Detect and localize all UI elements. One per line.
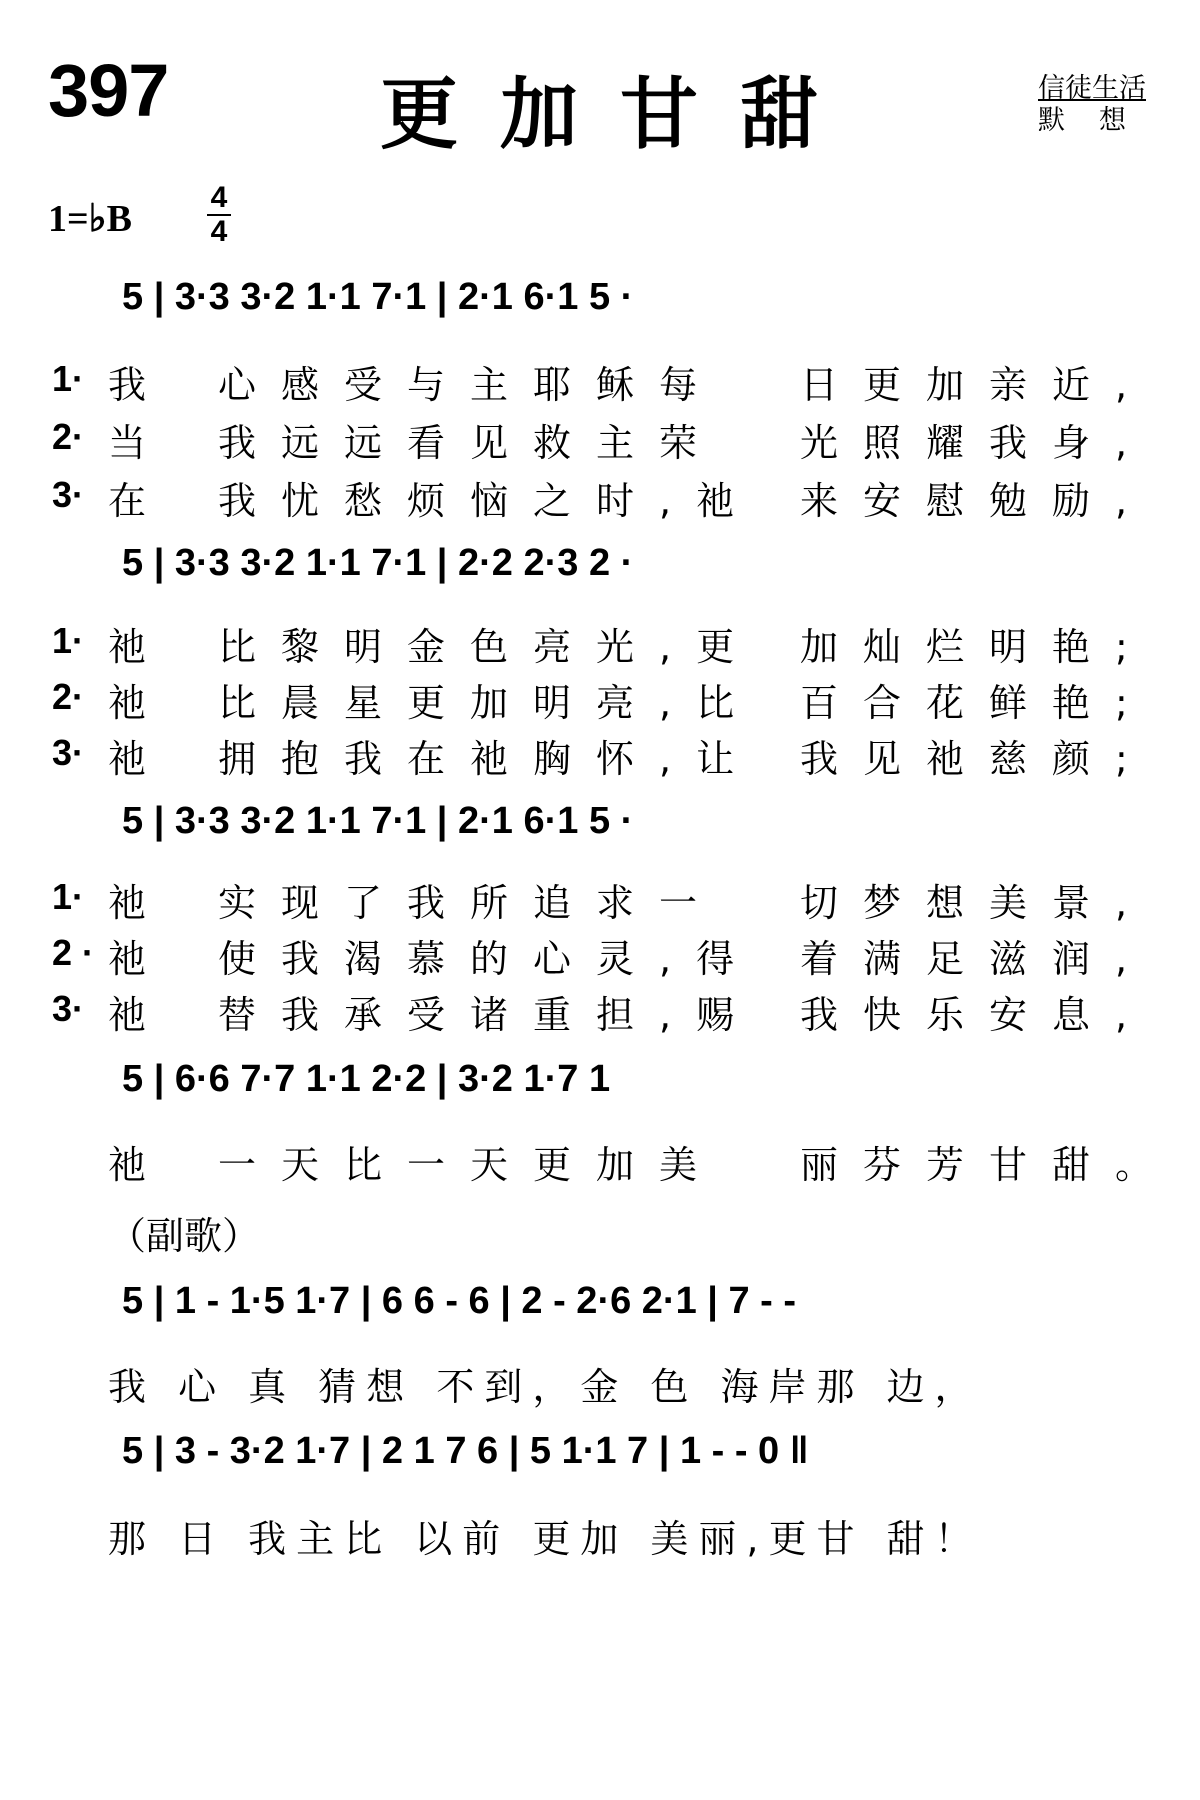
system-1-notes: 5 | 3·3 3·2 1·1 7·1 | 2·1 6·1 5 · bbox=[122, 276, 634, 318]
lyric-end: 切梦想美景, bbox=[800, 881, 1153, 925]
verse-number: 1· bbox=[52, 358, 85, 399]
verse-number: 2· bbox=[52, 676, 85, 717]
lyric-end: 日更加亲近, bbox=[800, 363, 1153, 407]
verse-number: 1· bbox=[52, 620, 85, 661]
chorus-line-2-lyrics: 那 日 我主比 以前 更加 美丽,更甘 甜！ bbox=[108, 1517, 983, 1561]
system-4-notes: 5 | 6·6 7·7 1·1 2·2 | 3·2 1·7 1 bbox=[122, 1058, 611, 1100]
lyric-first: 祂 bbox=[108, 737, 172, 781]
key-signature: 1=♭B bbox=[48, 198, 132, 240]
lyric-end: 加灿烂明艳; bbox=[800, 625, 1153, 669]
lyric-end: 着满足滋润, bbox=[800, 937, 1153, 981]
lyric-line: 使我渴慕的心灵,得 bbox=[218, 937, 760, 981]
verse-number: 3· bbox=[52, 732, 85, 773]
lyric-end: 来安慰勉励, bbox=[800, 479, 1153, 523]
lyric-line: 实现了我所追求一 bbox=[218, 881, 723, 925]
chorus-label: （副歌） bbox=[108, 1214, 261, 1258]
lyric-end: 我见祂慈颜; bbox=[800, 737, 1153, 781]
lyric-line: 拥抱我在祂胸怀,让 bbox=[218, 737, 760, 781]
lyric-line: 比晨星更加明亮,比 bbox=[218, 681, 760, 725]
time-signature-top: 4 bbox=[210, 181, 228, 214]
lyric-first: 祂 bbox=[108, 1143, 172, 1187]
verse-number: 3· bbox=[52, 474, 85, 515]
chorus-line-1-notes: 5 | 1 - 1·5 1·7 | 6 6 - 6 | 2 - 2·6 2·1 | 7 - - bbox=[122, 1280, 797, 1322]
lyric-line: 替我承受诸重担,赐 bbox=[218, 993, 760, 1037]
lyric-first: 祂 bbox=[108, 681, 172, 725]
time-signature bbox=[207, 181, 231, 248]
lyric-first: 祂 bbox=[108, 625, 172, 669]
source-line-1: 信徒生活 bbox=[1038, 73, 1146, 104]
time-signature-bottom: 4 bbox=[210, 215, 228, 248]
verse-number: 3· bbox=[52, 988, 85, 1029]
lyric-first: 我 bbox=[108, 363, 172, 407]
lyric-line: 比黎明金色亮光,更 bbox=[218, 625, 760, 669]
verse-number: 2 · bbox=[52, 932, 95, 973]
source-line-2: 默想 bbox=[1038, 105, 1160, 136]
lyric-first: 当 bbox=[108, 421, 172, 465]
verse-number: 1· bbox=[52, 876, 85, 917]
lyric-end: 我快乐安息, bbox=[800, 993, 1153, 1037]
lyric-line: 我远远看见救主荣 bbox=[218, 421, 723, 465]
lyric-first: 祂 bbox=[108, 937, 172, 981]
lyric-end: 光照耀我身, bbox=[800, 421, 1153, 465]
system-3-notes: 5 | 3·3 3·2 1·1 7·1 | 2·1 6·1 5 · bbox=[122, 800, 634, 842]
verse-number: 2· bbox=[52, 416, 85, 457]
lyric-first: 在 bbox=[108, 479, 172, 523]
lyric-end: 丽芬芳甘甜。 bbox=[800, 1143, 1179, 1187]
lyric-line: 一天比一天更加美 bbox=[218, 1143, 723, 1187]
lyric-line: 心感受与主耶稣每 bbox=[218, 363, 723, 407]
system-2-notes: 5 | 3·3 3·2 1·1 7·1 | 2·2 2·3 2 · bbox=[122, 542, 634, 584]
lyric-end: 百合花鲜艳; bbox=[800, 681, 1153, 725]
lyric-first: 祂 bbox=[108, 881, 172, 925]
hymn-title: 更加甘甜 bbox=[380, 70, 861, 160]
lyric-first: 祂 bbox=[108, 993, 172, 1037]
chorus-line-1-lyrics: 我 心 真 猜想 不到，金 色 海岸那 边， bbox=[108, 1365, 983, 1409]
hymn-number: 397 bbox=[48, 49, 169, 132]
chorus-line-2-notes: 5 | 3 - 3·2 1·7 | 2 1 7 6 | 5 1·1 7 | 1 - - 0 ‖ bbox=[122, 1430, 809, 1472]
lyric-line: 我忧愁烦恼之时,祂 bbox=[218, 479, 760, 523]
